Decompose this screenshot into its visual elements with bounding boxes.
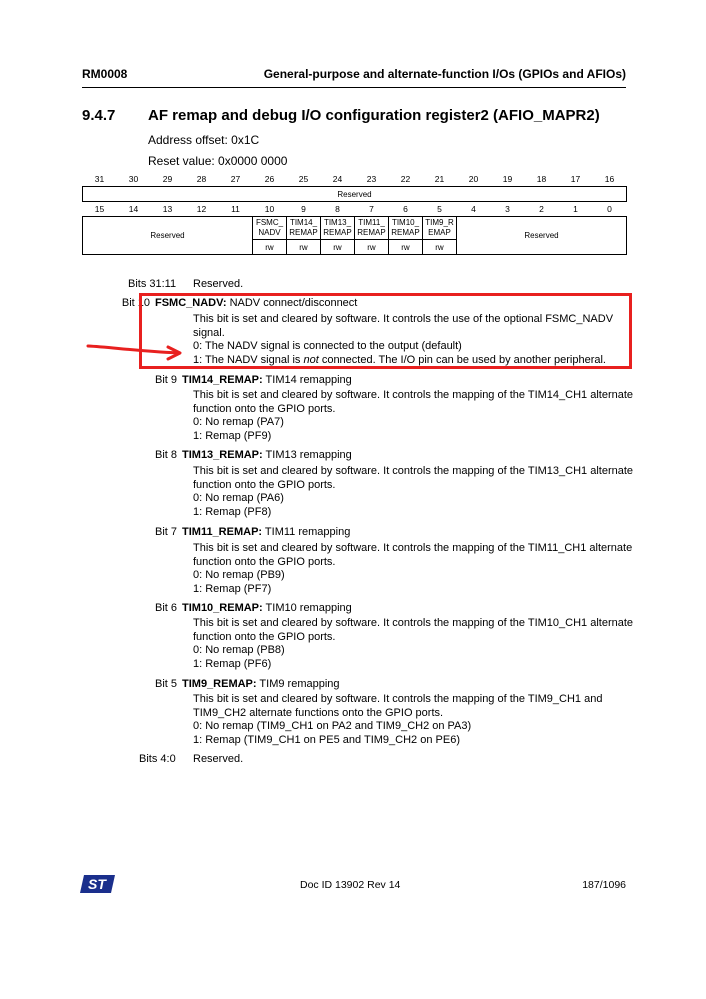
bit-number: 3 (505, 204, 510, 214)
bit-6-label: Bit 6 (154, 602, 177, 614)
field-name: REMAP (391, 228, 420, 237)
desc-line: signal. (193, 326, 225, 339)
reset-value: Reset value: 0x0000 0000 (148, 154, 288, 168)
reserved-field-lower-right: Reserved (457, 217, 627, 255)
bit-number: 16 (604, 174, 615, 184)
bit-6-heading (182, 602, 352, 615)
bit-5-description (193, 693, 633, 747)
bit-number: 2 (539, 204, 544, 214)
opt1-emphasis: not (303, 353, 319, 366)
bit-6-description (193, 617, 633, 671)
bit-number: 20 (468, 174, 479, 184)
desc-line: function onto the GPIO ports. (193, 555, 336, 568)
desc-option-1: 1: Remap (PF6) (193, 657, 272, 670)
bit-number: 15 (94, 204, 105, 214)
bit-5-title: TIM9 remapping (256, 678, 340, 690)
header-chapter-title: General-purpose and alternate-function I/Os (GPIOs and AFIOs) (263, 67, 626, 81)
bit-7-title: TIM11 remapping (262, 526, 351, 538)
bit-5-label: Bit 5 (154, 678, 177, 690)
bit-number: 21 (434, 174, 445, 184)
bit-8-heading (182, 449, 352, 462)
desc-option-1: 1: Remap (PF7) (193, 582, 272, 595)
bit-number: 10 (264, 204, 275, 214)
field-name: REMAP (357, 228, 386, 237)
access-type: rw (321, 240, 355, 255)
bit-number: 27 (230, 174, 241, 184)
field-name: TIM14_ (289, 218, 318, 227)
bit-6-name: TIM10_REMAP: (182, 602, 263, 614)
desc-option-1: 1: Remap (TIM9_CH1 on PE5 and TIM9_CH2 on PE6) (193, 733, 460, 746)
desc-option-0: 0: No remap (PA7) (193, 416, 284, 428)
bit-number: 18 (536, 174, 547, 184)
field-name: REMAP (323, 228, 352, 237)
bit-number: 17 (570, 174, 581, 184)
bit-5-heading (182, 678, 340, 691)
desc-option-0: 0: No remap (PA6) (193, 492, 284, 504)
bit-number: 1 (573, 204, 578, 214)
bits-4-0-text: Reserved. (193, 753, 244, 765)
bit-number: 11 (231, 204, 240, 214)
field-name: TIM9_R (425, 218, 454, 227)
bit-8-description (193, 465, 633, 519)
opt1-text-a: 1: The NADV signal is (193, 353, 304, 366)
bit-number: 25 (298, 174, 309, 184)
desc-option-0: 0: The NADV signal is connected to the output (default) (193, 340, 462, 352)
bit-number: 29 (162, 174, 173, 184)
bit-7-name: TIM11_REMAP: (182, 526, 263, 538)
bit-number: 24 (332, 174, 343, 184)
bit-7-label: Bit 7 (154, 526, 177, 538)
bit-8-name: TIM13_REMAP: (182, 449, 263, 461)
header-doc-code: RM0008 (82, 67, 128, 81)
bit-number: 26 (264, 174, 275, 184)
field-name: TIM13_ (323, 218, 352, 227)
bit-6-title: TIM10 remapping (262, 602, 352, 614)
bits-31-11-text: Reserved. (193, 278, 244, 290)
bit-9-label: Bit 9 (154, 374, 177, 386)
bit-8-title: TIM13 remapping (262, 449, 352, 461)
desc-line: This bit is set and cleared by software. It controls the mapping of the TIM9_CH1 and (193, 693, 603, 705)
field-name: NADV (258, 228, 281, 237)
bit-9-title: TIM14 remapping (262, 374, 352, 386)
bit-number: 5 (437, 204, 442, 214)
desc-line: function onto the GPIO ports. (193, 478, 336, 491)
bit-number: 30 (128, 174, 139, 184)
footer-page-number: 187/1096 (582, 879, 626, 891)
bit-number: 12 (196, 204, 207, 214)
reserved-field-upper: Reserved (83, 187, 627, 202)
desc-line: This bit is set and cleared by software. It controls the mapping of the TIM10_CH1 alternate (193, 617, 634, 629)
access-type: rw (253, 240, 287, 255)
desc-option-0: 0: No remap (TIM9_CH1 on PA2 and TIM9_CH2 on PA3) (193, 720, 472, 732)
bit-10-label: Bit 10 (121, 297, 150, 309)
field-name: EMAP (428, 228, 451, 237)
bit-number: 13 (162, 204, 173, 214)
bit-number: 6 (403, 204, 408, 214)
desc-line: This bit is set and cleared by software. It controls the mapping of the TIM13_CH1 alternate (193, 465, 634, 477)
bit-9-description (193, 389, 633, 443)
access-type: rw (287, 240, 321, 255)
address-offset: Address offset: 0x1C (148, 133, 260, 147)
bit-10-title: NADV connect/disconnect (226, 297, 358, 309)
st-logo (80, 874, 116, 894)
logo-text: ST (88, 876, 106, 892)
desc-line: This bit is set and cleared by software. It controls the use of the optional FSMC_NADV (193, 313, 614, 325)
access-type: rw (355, 240, 389, 255)
desc-option-1: 1: Remap (PF8) (193, 505, 272, 518)
bit-number: 8 (335, 204, 340, 214)
access-type: rw (423, 240, 457, 255)
opt1-text-b: connected. The I/O pin can be used by another peripheral. (318, 353, 606, 366)
bit-number: 23 (366, 174, 377, 184)
desc-option-0: 0: No remap (PB8) (193, 644, 285, 656)
bits-4-0-label: Bits 4:0 (139, 753, 176, 765)
desc-option-1: 1: Remap (PF9) (193, 429, 272, 442)
bit-10-name: FSMC_NADV: (155, 297, 227, 309)
section-number: 9.4.7 (82, 107, 116, 124)
section-title: AF remap and debug I/O configuration register2 (AFIO_MAPR2) (148, 107, 600, 124)
bit-8-label: Bit 8 (154, 449, 177, 461)
footer-doc-id: Doc ID 13902 Rev 14 (300, 879, 401, 891)
bit-number: 14 (128, 204, 139, 214)
desc-line: function onto the GPIO ports. (193, 402, 336, 415)
desc-line: This bit is set and cleared by software. It controls the mapping of the TIM14_CH1 alternate (193, 389, 634, 401)
desc-option-0: 0: No remap (PB9) (193, 569, 285, 581)
access-type: rw (389, 240, 423, 255)
field-name: TIM11_ (358, 218, 385, 227)
desc-line: TIM9_CH2 alternate functions onto the GPIO ports. (193, 706, 444, 719)
bit-number: 19 (502, 174, 513, 184)
bit-number: 0 (607, 204, 612, 214)
bit-9-name: TIM14_REMAP: (182, 374, 263, 386)
bit-5-name: TIM9_REMAP: (182, 678, 257, 690)
field-name: FSMC_ (255, 218, 284, 227)
bit-7-heading (182, 526, 350, 539)
bit-number: 9 (301, 204, 306, 214)
bit-number: 22 (400, 174, 411, 184)
desc-line: This bit is set and cleared by software. It controls the mapping of the TIM11_CH1 alternate (193, 542, 633, 554)
bit-number: 31 (94, 174, 105, 184)
st-logo-icon (80, 874, 116, 894)
bit-number: 7 (369, 204, 374, 214)
bit-number: 28 (196, 174, 207, 184)
bit-number: 4 (471, 204, 476, 214)
bits-31-11-label: Bits 31:11 (128, 278, 177, 290)
reserved-field-lower-left: Reserved (83, 217, 253, 255)
bit-9-heading (182, 374, 352, 387)
field-name: REMAP (289, 228, 318, 237)
field-name: TIM10_ (391, 218, 420, 227)
bit-7-description (193, 542, 633, 596)
desc-line: function onto the GPIO ports. (193, 630, 336, 643)
